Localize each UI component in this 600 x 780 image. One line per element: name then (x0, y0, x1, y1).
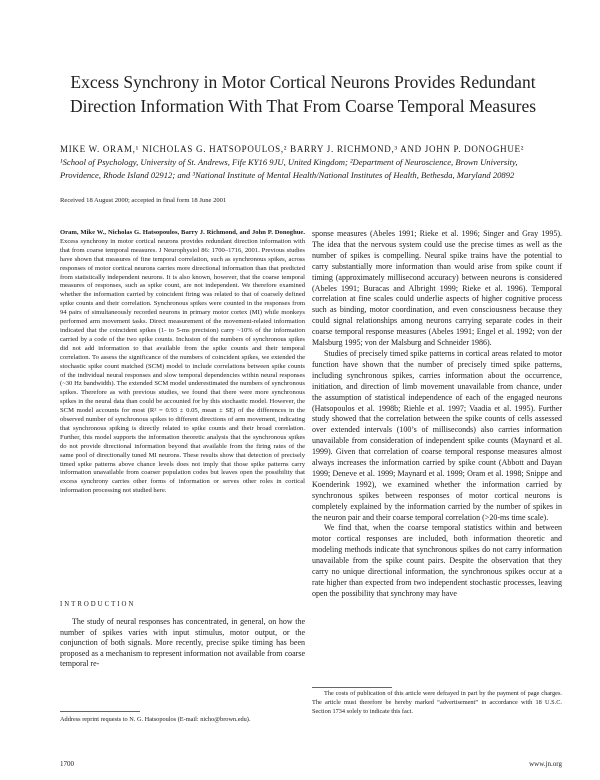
introduction-heading: INTRODUCTION (60, 601, 136, 608)
body-paragraph: sponse measures (Abeles 1991; Rieke et al. 1996; Singer and Gray 1995). The idea that the nervous system could use the precise times as well as the number of spikes is compelling. Neural spike trains have the potential to carry substantially more information than would arise from spike count if timing (approximately millisecond accuracy) between neurons is considered (Abeles 1991; Buracas and Albright 1999; Rieke et al. 1996). Temporal correlation at fine scales could underlie aspects of higher cognitive process such as binding, motor coordination, and even consciousness because they could signal relationships among neurons carrying separate codes in their coarse temporal response measures (Abeles 1991; Engel et al. 1992; von der Malsburg 1995; von der Malsburg and Schneider 1986). (312, 229, 562, 348)
journal-website: www.jn.org (529, 760, 562, 768)
reprint-footnote: Address reprint requests to N. G. Hatsopoulos (E-mail: nicho@brown.edu). (60, 716, 251, 723)
abstract (60, 229, 305, 496)
received-dates: Received 18 August 2000; accepted in final form 18 June 2001 (60, 197, 227, 204)
body-paragraph: Studies of precisely timed spike patterns in cortical areas related to motor function have shown that the number of precisely timed spike patterns, including synchronous spikes, carries information about the occurrence, initiation, and direction of limb movement unavailable from chance, under the assumption of statistical independence of each of the engaged neurons (Hatsopoulos et al. 1998b; Riehle et al. 1997; Vaadia et al. 1995). Further study showed that the correlation between the spike counts of cells assessed over extended intervals (100’s of milliseconds) also carries information unavailable from consideration of independent spike counts (Maynard et al. 1999). Given that correlation of coarse temporal response measures almost always increases the information carried by spike count (Abbott and Dayan 1999; Deneve et al. 1999; Maynard et al. 1999; Oram et al. 1998; Snippe and Koenderink 1992), we examined whether the information carried by synchronous spikes between responses of motor cortical neurons is completely explained by the information carried by the number of spikes in the neuron pair and their coarse temporal correlation (>20-ms time scale). (312, 348, 562, 522)
publication-cost-text: The costs of publication of this article were defrayed in part by the payment of page charges. The article must therefore be hereby marked “advertisement” in accordance with 18 U.S.C. Section 1734 solely to indicate this fact. (312, 690, 562, 715)
author-affiliations: ¹School of Psychology, University of St. Andrews, Fife KY16 9JU, United Kingdom; ²Department of Neuroscience, Brown University, Providence, Rhode Island 02912; and ³National Institute of Mental Health/National Institutes of Health, Bethesda, Maryland 20892 (60, 157, 518, 180)
publication-cost-footnote (312, 689, 562, 716)
author-list: MIKE W. ORAM,¹ NICHOLAS G. HATSOPOULOS,² BARRY J. RICHMOND,³ AND JOHN P. DONOGHUE² (60, 144, 525, 154)
article-title: Excess Synchrony in Motor Cortical Neurons Provides Redundant Direction Information With That From Coarse Temporal Measures (69, 72, 537, 116)
abstract-citation-authors: Oram, Mike W., Nicholas G. Hatsopoulos, Barry J. Richmond, and John P. Donoghue. (60, 229, 305, 236)
abstract-text: Excess synchrony in motor cortical neurons provides redundant direction information with that from coarse temporal measures. J Neurophysiol 86: 1700–1716, 2001. Previous studies have shown that measures of fine temporal correlation, such as synchronous spikes, across responses of motor cortical neurons carries more directional information than that predicted from statistically independent neurons. It is also known, however, that the coarse temporal measures of responses, such as spike count, are not independent. We therefore examined whether the information carried by coincident firing was related to that of coarsely defined spike counts and their correlation. Synchronous spikes were counted in the responses from 94 pairs of simultaneously recorded neurons in primary motor cortex (MI) while monkeys performed arm movement tasks. Direct measurement of the movement-related information indicated that the coincident spikes (1- to 5-ms precision) carry ~10% of the information carried by a code of the two spike counts. Inclusion of the numbers of synchronous spikes did not add information to that available from the spike counts and their temporal correlation. To assess the significance of the numbers of coincident spikes, we extended the stochastic spike count matched (SCM) model to include correlations between spike counts of the individual neural responses and slow temporal dependencies within neural responses (~30 Hz bandwidth). The extended SCM model underestimated the numbers of synchronous spikes. Therefore as with previous studies, we found that there were more synchronous spikes in the neural data than could be accounted for by this stochastic model. However, the SCM model accounts for most (R² = 0.93 ± 0.05, mean ± SE) of the differences in the observed number of synchronous spikes to different directions of arm movement, indicating that synchronous spiking is directly related to spike counts and their broad correlation. Further, this model supports the information theoretic analysis that the synchronous spikes do not provide directional information beyond that available from the firing rates of the same pool of directionally tuned MI neurons. These results show that detection of precisely timed spike patterns above chance levels does not imply that those spike patterns carry information unavailable from coarser population codes but leaves open the possibility that excess synchrony carries other forms of information or serves other roles in cortical information processing not studied here. (60, 237, 305, 495)
body-paragraph: We find that, when the coarse temporal statistics within and between motor cortical responses are included, both information theoretic and modeling methods indicate that synchronous spikes do not carry information unavailable from the spike count pairs. Despite the observation that they carry no unique directional information, the synchronous spikes occur at a rate higher than expected from two independent stochastic processes, leaving open the possibility that synchrony may have (312, 523, 562, 598)
footnote-divider (60, 711, 140, 712)
intro-paragraph: The study of neural responses has concentrated, in general, on how the number of spikes varies with input stimulus, motor output, or the conjunction of both signals. More recently, precise spike timing has been proposed as a mechanism to represent information not available from coarse temporal re- (60, 617, 305, 669)
footnote-divider (312, 687, 392, 688)
right-column-text (312, 229, 562, 600)
page-number: 1700 (60, 760, 74, 768)
introduction-text (60, 617, 305, 670)
